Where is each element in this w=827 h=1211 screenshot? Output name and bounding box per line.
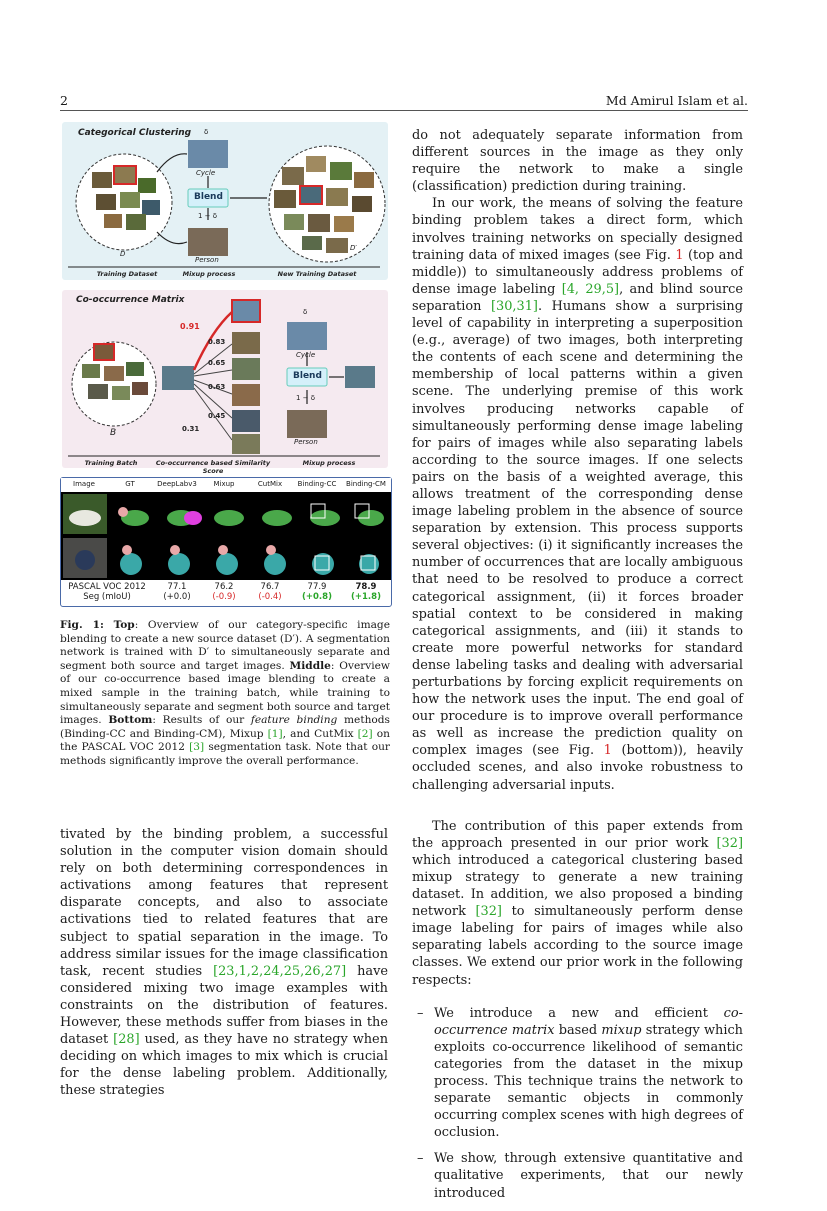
col-deeplab: DeepLabv3 (157, 480, 197, 488)
contribution-list (412, 1005, 743, 1202)
top-footer-mixup: Mixup process (182, 270, 236, 278)
score-0: 0.91 (180, 322, 200, 331)
col-gt: GT (125, 480, 135, 488)
text-span: We show, through extensive quantitative and qualitative experiments, that our newly introduced (434, 1151, 743, 1201)
top-one-minus-delta: 1 − δ (198, 212, 218, 220)
middle-cycle-label: Cycle (296, 351, 316, 359)
middle-panel-diagram (62, 290, 388, 468)
value-deeplab: 77.1 (167, 582, 187, 592)
text-span: to simultaneously perform dense image labeling for pairs of images while also separating labels according to the source image classes. We extend our prior work in the following respects: (412, 904, 744, 988)
caption-bottom-label: Bottom (108, 714, 153, 727)
top-blend-box: Blend (194, 192, 223, 202)
list-item (412, 1005, 743, 1142)
figure-bottom-panel (60, 477, 392, 607)
citation-link[interactable]: [32] (475, 904, 502, 920)
citation-link[interactable]: [23,1,2,24,25,26,27] (213, 963, 347, 979)
caption-top-label: Top (113, 619, 135, 631)
delta-deeplab: (+0.0) (163, 592, 191, 602)
figure-top-panel (62, 122, 388, 280)
middle-blend-box: Blend (293, 371, 322, 381)
body-paragraph: do not adequately separate information from different sources in the image as they only require the network to make a single (classification) prediction during training. (412, 128, 743, 195)
value-cutmix: 76.7 (260, 582, 280, 592)
running-authors: Md Amirul Islam et al. (605, 93, 748, 108)
caption-top-text: : Overview of our category-specific image blending to create a new source dataset (D′). A segmentation network is trained with D′ to simultaneously separate and segment both source and target images. (60, 619, 390, 672)
middle-footer-mixup: Mixup process (302, 459, 356, 467)
col-mixup: Mixup (213, 480, 235, 488)
figure-caption (60, 619, 390, 769)
citation-link[interactable]: [32] (716, 835, 743, 851)
results-header-row (61, 480, 391, 488)
list-dash: – (417, 1151, 424, 1167)
caption-bottom-text-2: methods (Binding-CC and Binding-CM), Mixup (60, 714, 390, 740)
top-cycle-label: Cycle (196, 169, 216, 177)
delta-cutmix: (-0.4) (258, 592, 282, 602)
text-span: based (554, 1022, 602, 1038)
top-footer-training-dataset: Training Dataset (96, 270, 158, 278)
list-dash: – (417, 1005, 424, 1021)
col-binding-cc: Binding-CC (297, 480, 337, 488)
top-person-label: Person (195, 256, 219, 264)
text-span: used, as they have no strategy when deciding on which images to mix which is crucial for the dense labeling problem. Additionally, these strategies (60, 1032, 388, 1099)
panel-title-cooccurrence: Co-occurrence Matrix (76, 295, 185, 305)
body-paragraph (60, 826, 388, 1100)
score-2: 0.65 (208, 359, 226, 367)
text-emphasis: mixup (601, 1022, 642, 1038)
figure-ref-link[interactable]: 1 (603, 743, 612, 759)
text-span: (top and middle)) to simultaneously address problems of dense image labeling (412, 247, 743, 297)
running-header (60, 92, 748, 111)
text-span: In our work, the means of solving the feature binding problem takes a direct form, which involves training networks on specially designed training data of mixed images (see Fig. (412, 196, 743, 263)
top-dprime-label: D′ (350, 244, 357, 252)
caption-bottom-em: feature binding (250, 714, 338, 727)
middle-footer-similarity: Co-occurrence based Similarity Score (155, 459, 271, 475)
text-span: . Humans show a surprising level of capability in interpreting a superposition (e.g., average) of two images, both interpreting the contents of each scene and determining the membership of local patterns within a given scene. The underlying premise of this work involves producing networks capable of simultaneously performing dense image labeling for pairs of images while also separating labels according to the source images. If one selects pairs on the basis of a weighted average, this allows treatment of the corresponding dense image labeling problem in the absence of source separation by extension. This process supports several objectives: (i) it significantly increases the number of occurrences that are locally ambiguous that need to be resolved to produce a correct categorical assignment, (ii) it forces broader spatial context to be considered in making categorical assignments, and (iii) it stands to create more powerful networks for standard dense labeling tasks and dealing with adversarial perturbations by forcing explicit requirements on how the network uses the input. The end goal of our procedure is to improve overall performance as well as increase the prediction quality on complex images (see Fig. (412, 298, 743, 759)
text-span: which introduced a categorical clustering based mixup strategy to generate a new training dataset. In addition, we also proposed a binding network (412, 852, 743, 920)
figure-ref-link[interactable]: 1 (675, 247, 684, 263)
middle-one-minus-delta: 1 − δ (296, 394, 316, 402)
delta-mixup: (-0.9) (212, 592, 236, 602)
body-paragraph (412, 818, 743, 989)
figure-middle-panel (62, 290, 388, 475)
body-paragraph (412, 195, 743, 793)
caption-bottom-text-1: : Results of our (152, 714, 251, 727)
list-item (412, 1150, 743, 1201)
score-3: 0.63 (208, 383, 226, 391)
panel-title-categorical: Categorical Clustering (78, 128, 192, 138)
text-span: (bottom)), heavily occluded scenes, and also invoke robustness to challenging adversarial inputs. (412, 743, 743, 793)
middle-batch-label: B (110, 428, 117, 438)
top-delta-label: δ (204, 128, 209, 136)
citation-link[interactable]: [1] (267, 727, 283, 740)
metric-label: Seg (mIoU) (83, 592, 131, 602)
text-span: strategy which exploits co-occurrence likelihood of semantic categories from the dataset in the mixup process. This technique trains the network to separate semantic objects in commonly occurring complex scenes with high degrees of occlusion. (434, 1022, 743, 1141)
results-image-grid (61, 492, 391, 580)
dataset-label: PASCAL VOC 2012 (68, 582, 146, 592)
results-score-table (61, 582, 391, 602)
middle-person-label: Person (294, 438, 318, 446)
col-cutmix: CutMix (257, 480, 283, 488)
score-4: 0.45 (208, 412, 226, 420)
score-1: 0.83 (208, 338, 226, 346)
citation-link[interactable]: [30,31] (490, 298, 538, 314)
col-binding-cm: Binding-CM (346, 480, 386, 488)
value-binding-cc: 77.9 (307, 582, 327, 592)
value-mixup: 76.2 (214, 582, 234, 592)
caption-label: Fig. 1: (60, 619, 104, 631)
text-span: We introduce a new and efficient (434, 1005, 724, 1021)
top-footer-new-dataset: New Training Dataset (277, 270, 357, 278)
middle-delta-label: δ (303, 308, 308, 316)
value-binding-cm: 78.9 (355, 582, 377, 592)
middle-footer-training-batch: Training Batch (84, 459, 138, 467)
text-span: tivated by the binding problem, a successful solution in the computer vision domain should rely on both determining correspondences in activations among features that represent disparate concepts, and also to associate activations tied to related features that are subject to spatial separation in the image. To address similar issues for the image classification task, recent studies (60, 827, 388, 979)
citation-link[interactable]: [4, 29,5] (561, 281, 620, 297)
citation-link[interactable]: [3] (189, 741, 205, 754)
caption-bottom-text-4: on the PASCAL VOC 2012 (60, 727, 390, 754)
score-5: 0.31 (182, 425, 200, 433)
caption-bottom-text-3: , and CutMix (282, 727, 358, 740)
caption-middle-text: : Overview of our co-occurrence based image blending to create a mixed sample in the training batch, while training to simultaneously separate and segment both source and target images. (60, 659, 390, 727)
page-number: 2 (60, 93, 68, 108)
text-span: , and blind source separation (412, 281, 744, 314)
citation-link[interactable]: [2] (357, 727, 373, 740)
citation-link[interactable]: [28] (113, 1032, 140, 1048)
col-image: Image (73, 480, 95, 488)
text-span: have considered mixing two image examples with constraints on the distribution of features. However, these methods suffer from biases in the dataset (60, 963, 388, 1048)
top-d-label: D (120, 250, 126, 258)
text-emphasis: co-occurrence matrix (434, 1005, 743, 1038)
caption-middle-label: Middle (289, 659, 331, 672)
caption-bottom-text-5: segmentation task. Note that our methods significantly improve the overall performance. (60, 741, 390, 767)
left-column (60, 826, 388, 1100)
delta-binding-cc: (+0.8) (302, 592, 332, 602)
delta-binding-cm: (+1.8) (351, 592, 381, 602)
right-column (412, 127, 743, 1211)
top-panel-diagram (62, 122, 388, 280)
text-span: The contribution of this paper extends from the approach presented in our prior work (412, 818, 743, 851)
